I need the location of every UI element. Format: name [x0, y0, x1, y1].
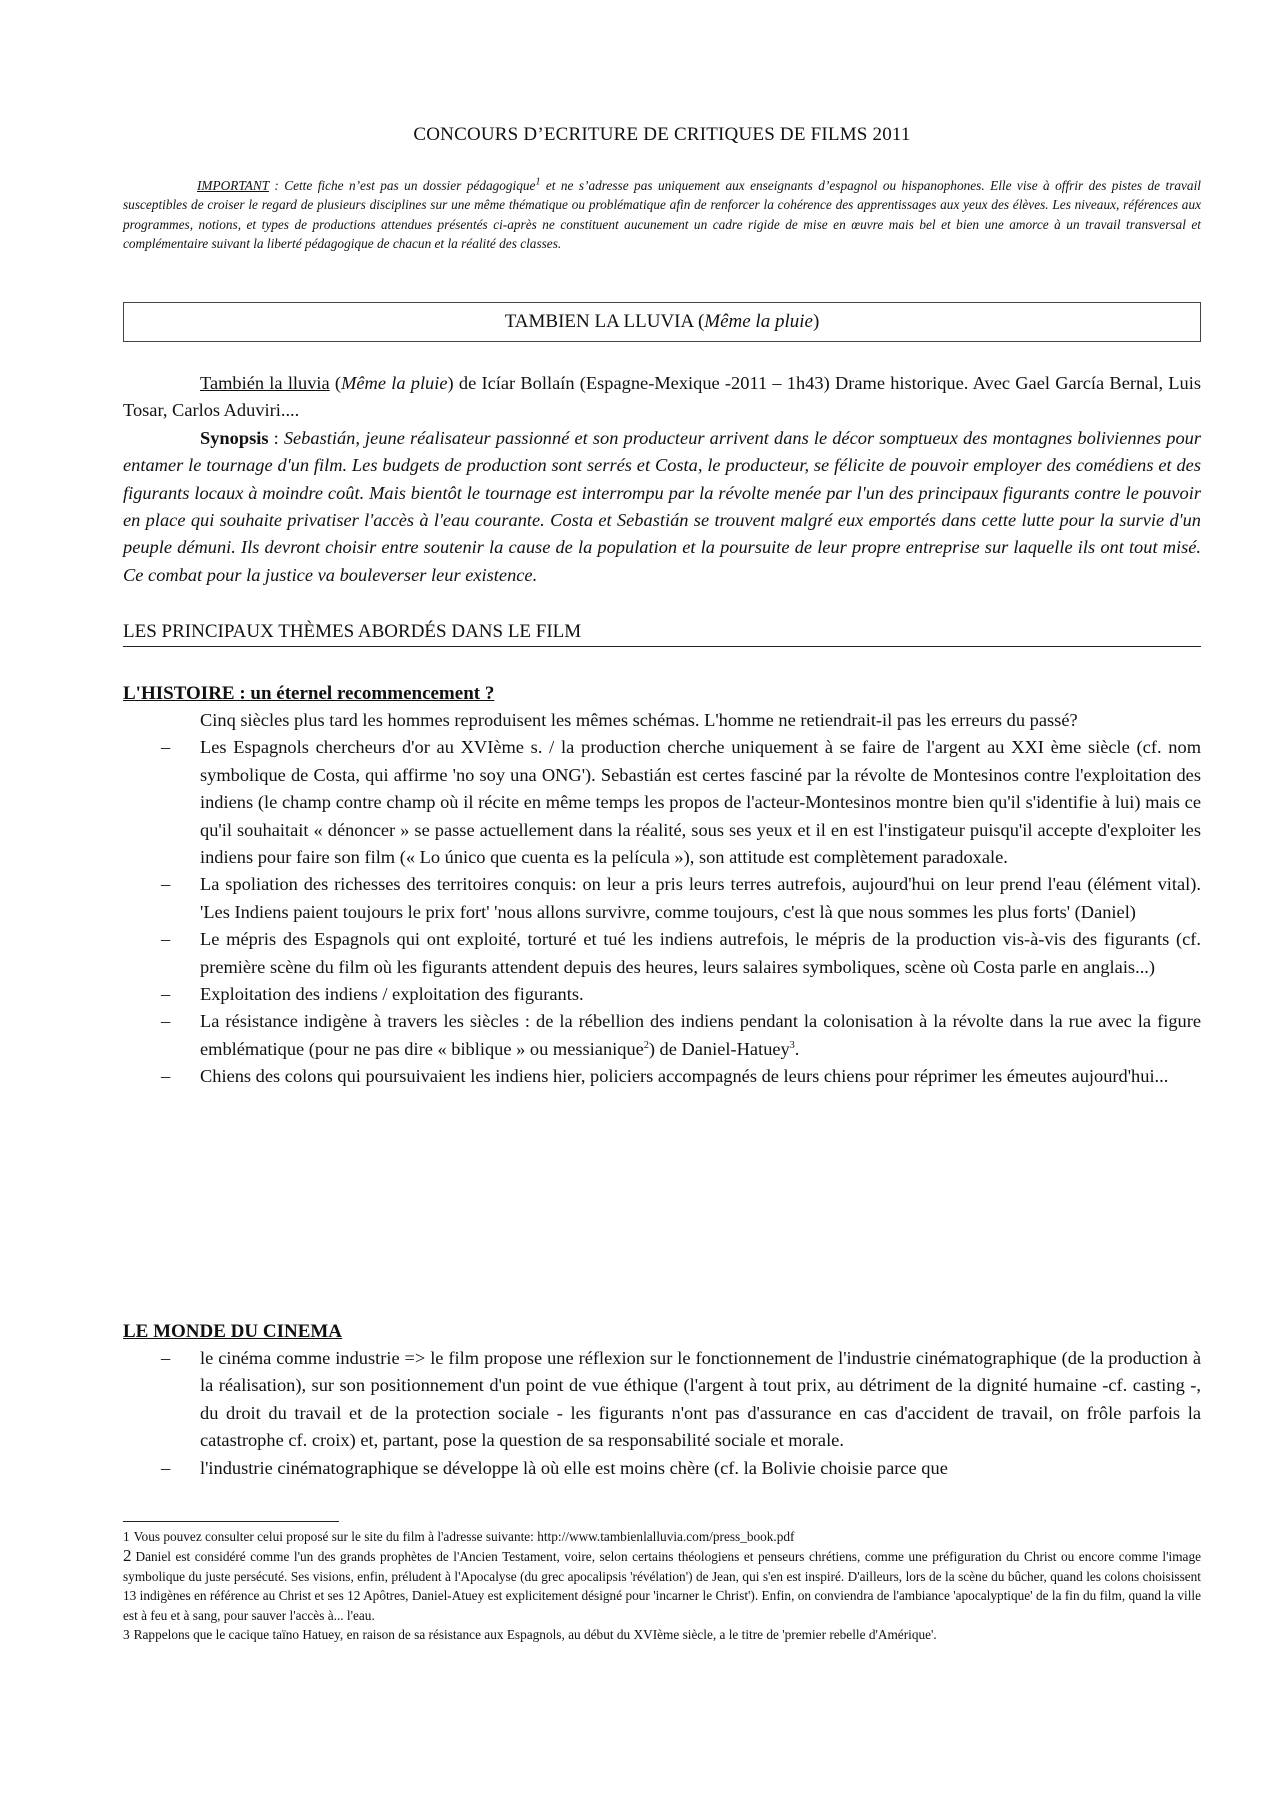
dash-icon: – [161, 929, 171, 950]
film-title-box: TAMBIEN LA LLUVIA (Même la pluie) [123, 302, 1201, 342]
history-bullet-list [123, 734, 1201, 1090]
important-label: IMPORTANT [197, 178, 269, 193]
film-title-fr: Même la pluie [704, 311, 813, 332]
film-fr-title: Même la pluie [341, 373, 448, 393]
film-details: de Icíar Bollaín (Espagne-Mexique -2011 – 1h43) Drame historique. Avec Gael García Bernal, Luis Tosar, Carlos Aduviri.... [123, 373, 1201, 421]
list-item: – La résistance indigène à travers les siècles : de la rébellion des indiens pendant la colonisation à la révolte dans la rue avec la figure emblématique (pour ne pas dire « biblique » ou messianique$^2$) de Daniel-Hatuey$^3$. [123, 1008, 1201, 1063]
list-item: – Le mépris des Espagnols qui ont exploité, torturé et tué les indiens autrefois, le mépris de la production vis-à-vis des figurants (cf. première scène du film où les figurants attendent depuis des heures, leurs salaires symboliques, scène où Costa parle en anglais...) [123, 926, 1201, 981]
important-text-1: : Cette fiche n’est pas un dossier pédagogique [268, 178, 536, 193]
film-intro: También la lluvia (Même la pluie) de Icíar Bollaín (Espagne-Mexique -2011 – 1h43) Drame historique. Avec Gael García Bernal, Luis Tosar, Carlos Aduviri.... Synopsis : Sebastián, jeune réalisateur passionné et son producteur arrivent dans le décor somptueux des montagnes boliviennes pour entamer le tournage d'un film. Les budgets de production sont serrés et Costa, le producteur, se félicite de pouvoir employer des comédiens et des figurants locaux à moindre coût. Mais bientôt le tournage est interrompu par la révolte menée par l'un des principaux figurants contre le pouvoir en place qui souhaite privatiser l'accès à l'eau courante. Costa et Sebastián se trouvent malgré eux emportés dans cette lutte pour la survie d'un peuple démuni. Ils devront choisir entre soutenir la cause de la population et la poursuite de leur propre entreprise sur laquelle ils ont tout misé. Ce combat pour la justice va bouleverser leur existence. [123, 373, 1201, 585]
film-link[interactable]: También la lluvia [200, 373, 330, 393]
list-item: – le cinéma comme industrie => le film propose une réflexion sur le fonctionnement de l'industrie cinématographique (de la production à la réalisation), sur son positionnement d'un point de vue éthique (l'argent à tout prix, au détriment de la dignité humaine -cf. casting -, du droit du travail et de la protection sociale - les figurants n'ont pas d'assurance en cas d'accident de travail, on frôle parfois la catastrophe cf. croix) et, partant, pose la question de sa responsabilité sociale et morale. [123, 1345, 1201, 1455]
list-item: – l'industrie cinématographique se développe là où elle est moins chère (cf. la Bolivie choisie parce que [123, 1455, 1201, 1482]
section-history-heading: L'HISTOIRE : un éternel recommencement ? [123, 683, 495, 704]
cinema-bullet-list [123, 1345, 1201, 1482]
dash-icon: – [161, 984, 171, 1005]
footnote-ref-3[interactable]: 3 [789, 1039, 795, 1051]
footnote-1: 1 Vous pouvez consulter celui proposé sur le site du film à l'adresse suivante: http://www.tambienlalluvia.com/press_book.pdf [123, 1529, 795, 1544]
footnote-ref-1[interactable]: 1 [535, 176, 541, 188]
synopsis-label: Synopsis [200, 427, 269, 448]
film-title-upper: TAMBIEN LA LLUVIA [504, 311, 694, 332]
dash-icon: – [161, 874, 171, 895]
dash-icon: – [161, 1457, 171, 1478]
synopsis-text: Sebastián, jeune réalisateur passionné et son producteur arrivent dans le décor somptueux des montagnes boliviennes pour entamer le tournage d'un film. Les budgets de production sont serrés et Costa, le producteur, se félicite de pouvoir employer des comédiens et des figurants locaux à moindre coût. Mais bientôt le tournage est interrompu par la révolte menée par l'un des principaux figurants contre le pouvoir en place qui souhaite privatiser l'accès à l'eau courante. Costa et Sebastián se trouvent malgré eux emportés dans cette lutte pour la survie d'un peuple démuni. Ils devront choisir entre soutenir la cause de la population et la poursuite de leur propre entreprise sur laquelle ils ont tout misé. Ce combat pour la justice va bouleverser leur existence. [123, 427, 1201, 585]
footnote-ref-2[interactable]: 2 [643, 1039, 649, 1051]
footnote-3: 3 Rappelons que le cacique taïno Hatuey, en raison de sa résistance aux Espagnols, au début du XVIème siècle, a le titre de 'premier rebelle d'Amérique'. [123, 1627, 937, 1643]
footnotes [123, 1527, 1201, 1644]
list-item: – Exploitation des indiens / exploitation des figurants. [123, 981, 1201, 1008]
list-item: – La spoliation des richesses des territoires conquis: on leur a pris leurs terres autrefois, aujourd'hui on leur prend l'eau (élément vital). 'Les Indiens paient toujours le prix fort' 'nous allons survivre, comme toujours, c'est là que nous sommes les plus forts' (Daniel) [123, 871, 1201, 926]
footnote-2: 2 Daniel est considéré comme l'un des grands prophètes de l'Ancien Testament, voire, selon certains théologiens et penseurs chrétiens, comme une préfiguration du Christ ou encore comme l'image symbolique du juste persécuté. Ses visions, enfin, préludent à l'Apocalyse (du grec apocalipsis 'révélation') de Jean, qui s'en est inspiré. D'ailleurs, lors de la scène du bûcher, quand les colons choisissent 13 indigènes en référence au Christ et ses 12 Apôtres, Daniel-Atuey est explicitement désigné pour 'incarner le Christ'). Enfin, on conviendra de l'ambiance 'apocalyptique' de la fin du film, quand la ville est à feu et à sang, pour sauver l'accès à... l'eau. [123, 1546, 1201, 1623]
dash-icon: – [161, 1066, 171, 1087]
dash-icon: – [161, 1011, 171, 1032]
list-item: – Chiens des colons qui poursuivaient les indiens hier, policiers accompagnés de leurs chiens pour réprimer les émeutes aujourd'hui... [123, 1063, 1201, 1090]
important-text-2: et ne s’adresse pas uniquement aux enseignants d’espagnol ou hispanophones. Elle vise à offrir des pistes de travail susceptibles de croiser le regard de plusieurs disciplines sur une même thématique ou problématique afin de renforcer la cohérence des apprentissages aux yeux des élèves. Les niveaux, références aux programmes, notions, et types de productions attendues présentés ci-après ne constituent aucunement un cadre rigide de mise en œuvre mais bel et bien une amorce à un travail transversal et complémentaire suivant la liberté pédagogique de chacun et la réalité des classes. [123, 178, 1201, 252]
document-title: CONCOURS D’ECRITURE DE CRITIQUES DE FILMS 2011 [413, 124, 911, 145]
footnote-divider [123, 1521, 339, 1522]
section-cinema [123, 1318, 1201, 1482]
important-note [123, 176, 1201, 254]
dash-icon: – [161, 737, 171, 758]
themes-heading: LES PRINCIPAUX THÈMES ABORDÉS DANS LE FILM [123, 621, 1201, 647]
section-history [123, 680, 1201, 1091]
list-item: – Les Espagnols chercheurs d'or au XVIème s. / la production cherche uniquement à se faire de l'argent au XXI ème siècle (cf. nom symbolique de Costa, qui affirme 'no soy una ONG'). Sebastián est certes fasciné par la révolte de Montesinos contre l'exploitation des indiens (le champ contre champ où il récite en même temps les propos de l'acteur-Montesinos montre bien qu'il s'identifie à lui) mais ce qu'il souhaitait « dénoncer » se passe actuellement dans la réalité, sous ses yeux et il en est l'instigateur puisqu'il accepte d'exploiter les indiens pour faire son film (« Lo único que cuenta es la película »), son attitude est complètement paradoxale. [123, 734, 1201, 871]
section-history-paragraph: Cinq siècles plus tard les hommes reproduisent les mêmes schémas. L'homme ne retiendrait-il pas les erreurs du passé? [200, 710, 1078, 730]
dash-icon: – [161, 1348, 171, 1368]
section-cinema-heading: LE MONDE DU CINEMA [123, 1321, 343, 1342]
